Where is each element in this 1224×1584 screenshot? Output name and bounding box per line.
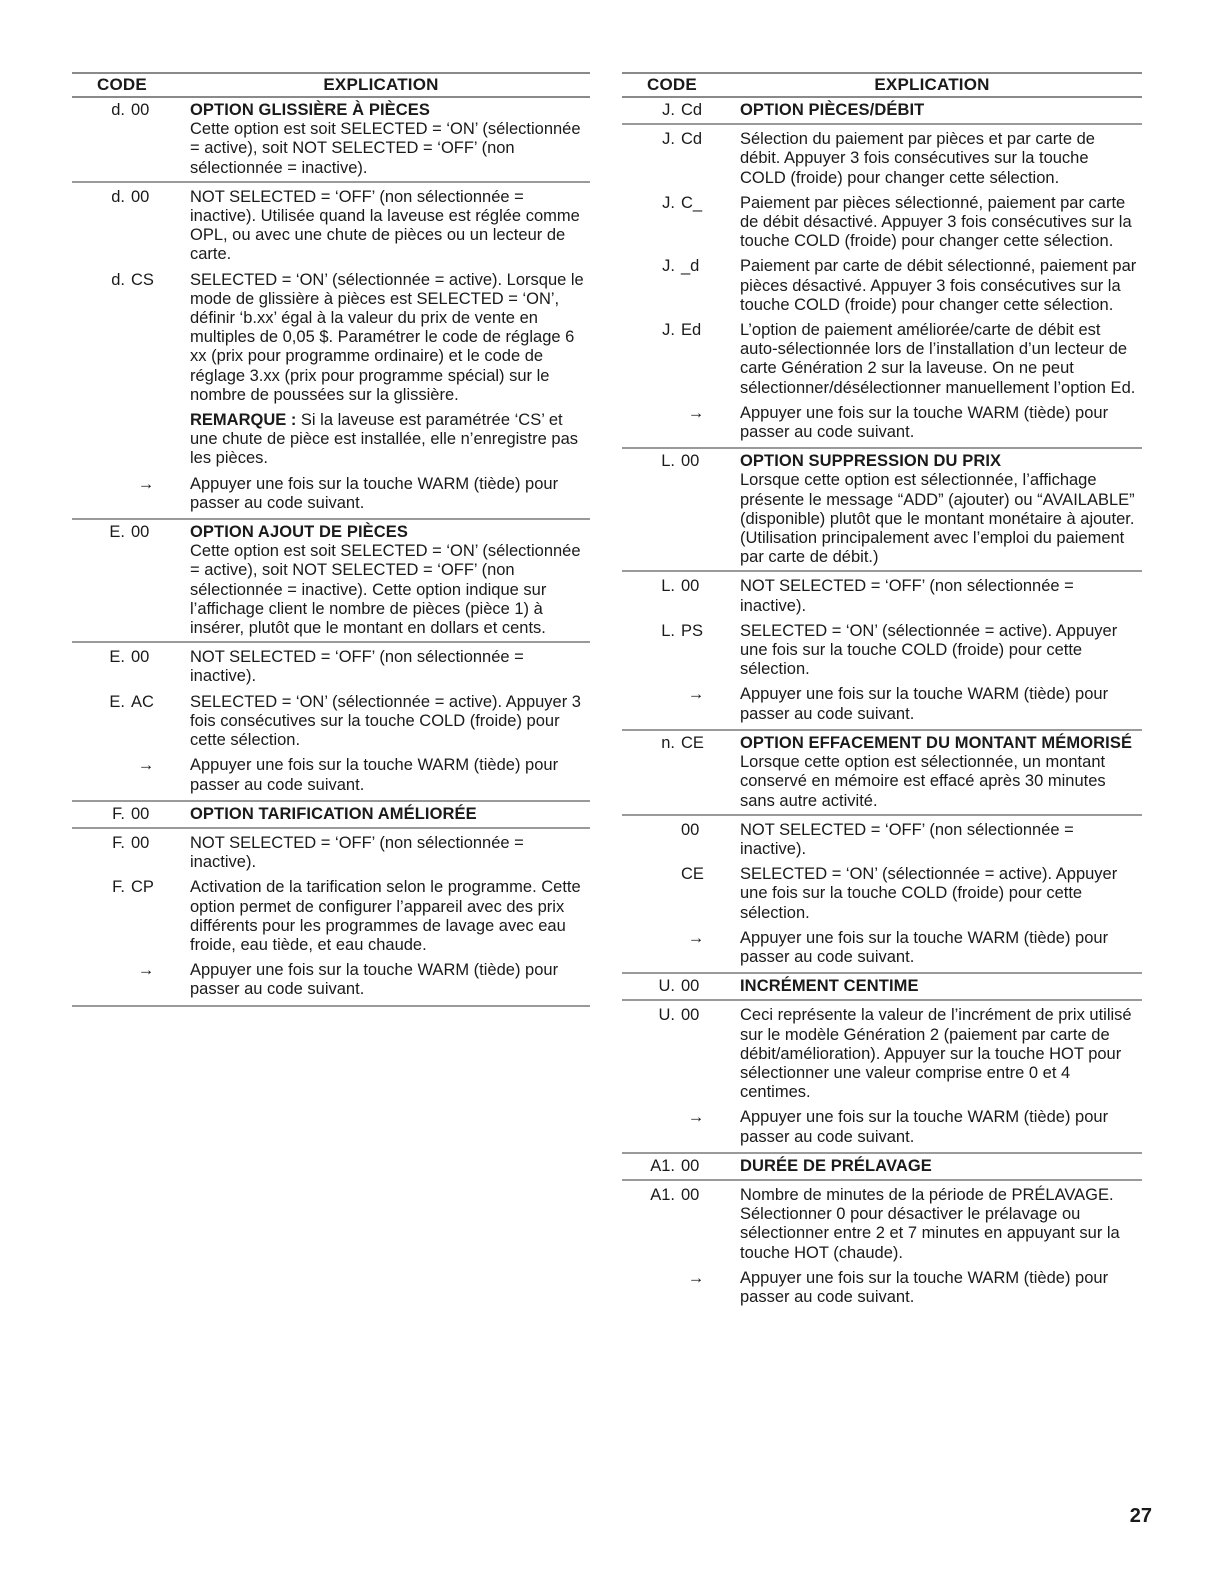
table-row <box>622 1157 1142 1181</box>
code-value: CE <box>681 865 704 884</box>
arrow-icon: → <box>687 403 705 422</box>
table-row <box>622 1269 1142 1307</box>
table-row <box>622 821 1142 859</box>
row-description: NOT SELECTED = ‘OFF’ (non sélectionnée = inactive). <box>740 820 1074 858</box>
row-description: Appuyer une fois sur la touche WARM (tiède) pour passer au code suivant. <box>740 403 1109 442</box>
code-value: 00 <box>681 452 700 471</box>
table-row <box>622 101 1142 125</box>
header-explication: EXPLICATION <box>323 75 439 94</box>
code-prefix: L. <box>661 577 675 596</box>
table-header <box>72 72 590 98</box>
code-value: 00 <box>131 101 150 119</box>
section-option-tarification <box>72 802 590 1007</box>
code-value: 00 <box>681 1185 700 1204</box>
arrow-icon: → <box>687 1268 705 1287</box>
row-description: Appuyer une fois sur la touche WARM (tiède) pour passer au code suivant. <box>190 474 559 512</box>
section-title: OPTION EFFACEMENT DU MONTANT MÉMORISÉ <box>740 733 1133 752</box>
row-description: Activation de la tarification selon le programme. Cette option permet de configurer l’appareil avec des prix différents pour les programmes de lavage avec eau froide, eau tiède, et eau chaude. <box>190 878 581 954</box>
code-value: 00 <box>131 833 150 852</box>
code-value: 00 <box>681 977 700 996</box>
section-duree-prelavage <box>622 1154 1142 1312</box>
section-description: Cette option est soit SELECTED = ‘ON’ (sélectionnée = active), soit NOT SELECTED = ‘OFF’ (non sélectionnée = inactive). <box>190 120 581 177</box>
table-row <box>622 577 1142 615</box>
table-row <box>72 523 590 643</box>
code-value: 00 <box>681 820 700 839</box>
row-description: Appuyer une fois sur la touche WARM (tiède) pour passer au code suivant. <box>740 685 1109 723</box>
code-value: CS <box>131 270 154 289</box>
table-row <box>622 977 1142 1001</box>
arrow-icon: → <box>137 756 155 775</box>
table-row <box>72 805 590 829</box>
code-prefix: F. <box>112 878 125 897</box>
section-increment-centime <box>622 974 1142 1154</box>
section-title: OPTION TARIFICATION AMÉLIORÉE <box>190 804 477 823</box>
row-description: Appuyer une fois sur la touche WARM (tiède) pour passer au code suivant. <box>740 1268 1109 1306</box>
row-description: Sélection du paiement par pièces et par carte de débit. Appuyer 3 fois consécutives sur la touche COLD (froide) pour changer cette sélection. <box>740 130 1095 187</box>
table-row <box>622 1186 1142 1263</box>
table-row <box>72 878 590 955</box>
code-value: Cd <box>681 101 703 119</box>
header-code: CODE <box>647 75 697 94</box>
table-row <box>622 865 1142 923</box>
code-prefix <box>645 865 681 923</box>
note <box>190 411 586 469</box>
code-value: Ed <box>681 321 702 340</box>
code-value: 00 <box>131 523 150 542</box>
code-value: 00 <box>681 1156 700 1175</box>
code-value: 00 <box>681 577 700 596</box>
table-row <box>72 101 590 183</box>
code-value: CE <box>681 733 704 752</box>
row-description: SELECTED = ‘ON’ (sélectionnée = active). Appuyer une fois sur la touche COLD (froide) pour cette sélection. <box>740 621 1118 679</box>
table-row <box>622 734 1142 816</box>
code-prefix: U. <box>658 1006 675 1025</box>
arrow-icon: → <box>687 1108 705 1127</box>
code-prefix: L. <box>661 452 675 471</box>
arrow-icon: → <box>687 685 705 704</box>
table-row <box>622 404 1142 442</box>
row-description: Appuyer une fois sur la touche WARM (tiède) pour passer au code suivant. <box>740 1108 1109 1146</box>
code-prefix: E. <box>109 692 125 711</box>
row-description: Ceci représente la valeur de l’incrément de prix utilisé sur le modèle Génération 2 (paiement par carte de débit/amélioration). Appuyer sur la touche HOT pour sélectionner une valeur comprise entre 0 et 4 centimes. <box>740 1006 1132 1102</box>
section-title: OPTION SUPPRESSION DU PRIX <box>740 452 1002 471</box>
arrow-icon: → <box>687 928 705 947</box>
row-description: NOT SELECTED = ‘OFF’ (non sélectionnée = inactive). <box>190 648 524 686</box>
header-explication: EXPLICATION <box>874 75 990 94</box>
code-value: CP <box>131 878 154 897</box>
table-row <box>72 693 590 751</box>
row-description: Appuyer une fois sur la touche WARM (tiède) pour passer au code suivant. <box>190 961 559 999</box>
code-prefix: E. <box>109 523 125 542</box>
section-option-ajout-pieces <box>72 520 590 802</box>
code-prefix: d. <box>111 101 125 119</box>
row-description: Appuyer une fois sur la touche WARM (tiède) pour passer au code suivant. <box>740 928 1109 966</box>
code-prefix: d. <box>111 270 125 289</box>
table-row <box>72 475 590 513</box>
code-prefix: J. <box>662 193 675 212</box>
section-description: Lorsque cette option est sélectionnée, un montant conservé en mémoire est effacé après 30 minutes sans autre activité. <box>740 753 1106 810</box>
code-value: 00 <box>681 1006 700 1025</box>
right-column <box>622 72 1142 1312</box>
section-title: OPTION AJOUT DE PIÈCES <box>190 523 408 542</box>
table-row <box>72 834 590 872</box>
section-title: INCRÉMENT CENTIME <box>740 977 919 996</box>
code-prefix: J. <box>662 321 675 340</box>
table-row <box>622 194 1142 252</box>
row-description: Appuyer une fois sur la touche WARM (tiède) pour passer au code suivant. <box>190 756 559 794</box>
code-prefix: d. <box>111 187 125 206</box>
table-row <box>622 1108 1142 1146</box>
row-description: SELECTED = ‘ON’ (sélectionnée = active). Appuyer 3 fois consécutives sur la touche COLD (froide) pour cette sélection. <box>190 692 581 750</box>
code-value: 00 <box>131 648 150 667</box>
code-value: PS <box>681 621 704 640</box>
header-code: CODE <box>97 75 147 94</box>
section-option-effacement <box>622 731 1142 974</box>
row-description: NOT SELECTED = ‘OFF’ (non sélectionnée = inactive). <box>740 577 1074 615</box>
code-prefix: J. <box>662 101 675 119</box>
section-description: Lorsque cette option est sélectionnée, l’affichage présente le message “ADD” (ajouter) ou “AVAILABLE” (disponible) plutôt que le montant monétaire à ajouter. (Utilisation principalement avec l’emploi du paiement par carte de débit.) <box>740 471 1135 567</box>
section-title: DURÉE DE PRÉLAVAGE <box>740 1156 932 1175</box>
table-row <box>72 961 590 999</box>
code-prefix: J. <box>662 257 675 276</box>
section-title: OPTION GLISSIÈRE À PIÈCES <box>190 101 430 119</box>
row-description: Nombre de minutes de la période de PRÉLAVAGE. Sélectionner 0 pour désactiver le prélavage ou sélectionner entre 2 et 7 minutes en appuyant sur la touche HOT (chaude). <box>740 1185 1120 1262</box>
section-option-pieces-debit <box>622 98 1142 449</box>
code-value: _d <box>681 257 700 276</box>
section-description: Cette option est soit SELECTED = ‘ON’ (sélectionnée = active), soit NOT SELECTED = ‘OFF’ (non sélectionnée = inactive). Cette option indique sur l’affichage client le nombre de pièces (pièce 1) à insérer, plutôt que le montant en dollars et cents. <box>190 542 581 638</box>
table-row <box>72 271 590 469</box>
code-value: AC <box>131 692 154 711</box>
code-prefix: J. <box>662 130 675 149</box>
code-value: Cd <box>681 130 703 149</box>
code-prefix: F. <box>112 804 125 823</box>
section-option-glissiere <box>72 98 590 520</box>
note-text: Si la laveuse est paramétrée ‘CS’ et une chute de pièce est installée, elle n’enregistre pas les pièces. <box>190 411 578 468</box>
table-header <box>622 72 1142 98</box>
table-row <box>622 257 1142 315</box>
page-number: 27 <box>1129 1505 1152 1527</box>
code-prefix: F. <box>112 833 125 852</box>
row-description: Paiement par carte de débit sélectionné, paiement par pièces désactivé. Appuyer 3 fois consécutives sur la touche COLD (froide) pour changer cette sélection. <box>740 257 1137 314</box>
code-prefix <box>645 821 681 859</box>
code-prefix: A1. <box>650 1156 675 1175</box>
arrow-icon: → <box>137 961 155 980</box>
table-row <box>622 622 1142 680</box>
table-row <box>72 648 590 686</box>
arrow-icon: → <box>137 474 155 493</box>
section-title: OPTION PIÈCES/DÉBIT <box>740 101 925 119</box>
table-row <box>622 452 1142 572</box>
note-label: REMARQUE : <box>190 411 297 430</box>
code-prefix: n. <box>661 733 675 752</box>
code-prefix: U. <box>658 977 675 996</box>
table-row <box>72 756 590 794</box>
section-option-suppression-prix <box>622 449 1142 731</box>
code-value: C_ <box>681 193 703 212</box>
row-description: SELECTED = ‘ON’ (sélectionnée = active). Appuyer une fois sur la touche COLD (froide) pour cette sélection. <box>740 865 1118 922</box>
row-description: NOT SELECTED = ‘OFF’ (non sélectionnée = inactive). Utilisée quand la laveuse est réglée comme OPL, ou avec une chute de pièces ou un lecteur de carte. <box>190 187 580 264</box>
code-value: 00 <box>131 187 150 206</box>
left-column <box>72 72 590 1007</box>
row-description: NOT SELECTED = ‘OFF’ (non sélectionnée = inactive). <box>190 833 524 872</box>
row-description: Paiement par pièces sélectionné, paiement par carte de débit désactivé. Appuyer 3 fois consécutives sur la touche COLD (froide) pour changer cette sélection. <box>740 193 1132 251</box>
table-row <box>622 1006 1142 1102</box>
code-prefix: E. <box>109 648 125 667</box>
code-prefix: A1. <box>650 1185 675 1204</box>
table-row <box>622 929 1142 967</box>
row-description: L’option de paiement améliorée/carte de débit est auto-sélectionnée lors de l’installation d’un lecteur de carte Génération 2 sur la laveuse. On ne peut sélectionner/désélectionner manuellement l’option Ed. <box>740 321 1136 397</box>
table-row <box>622 685 1142 723</box>
code-value: 00 <box>131 804 150 823</box>
table-row <box>72 188 590 265</box>
table-row <box>622 130 1142 188</box>
row-description: SELECTED = ‘ON’ (sélectionnée = active). Lorsque le mode de glissière à pièces est SELECTED = ‘ON’, définir ‘b.xx’ égal à la valeur du prix de vente en multiples de 0,05 $. Paramétrer le code de réglage 6 xx (prix pour programme ordinaire) et le code de réglage 3.xx (prix pour programme spécial) sur le nombre de poussées sur la glissière. <box>190 270 584 404</box>
code-prefix: L. <box>661 621 675 640</box>
table-row <box>622 321 1142 398</box>
